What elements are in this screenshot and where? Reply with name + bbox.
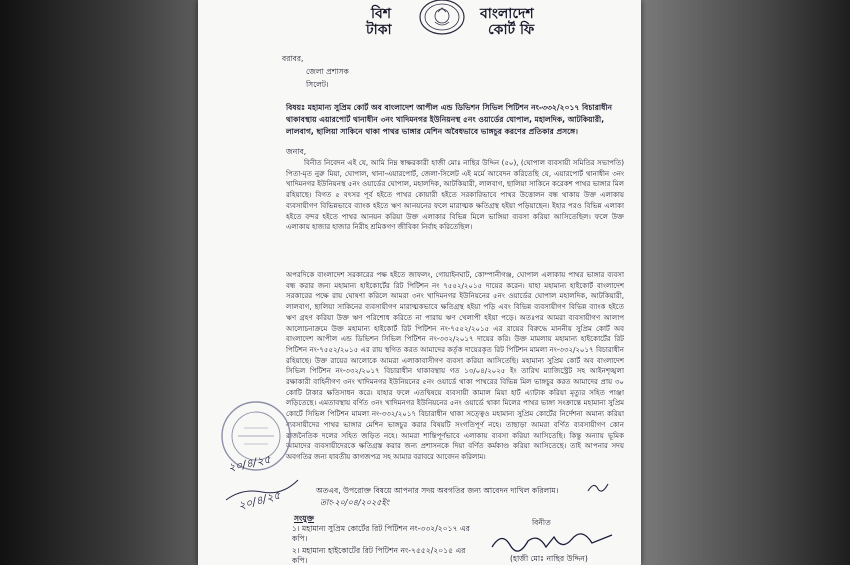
body-paragraph-1: বিনীত নিবেদন এই যে, আমি নিম্ন স্বাক্ষরকারী হাজী মোঃ নাছির উদ্দিন (৫০), (ঘোপাল ব্যবসায়ী সমিতির সভাপতি) পিতা-মৃত নুরু মিয়া, ঘোপাল, থানা-এয়ারপোর্ট, জেলা-সিলেট এই মর্মে আবেদন করিতেছি যে, এয়ারপোর্ট থানাধীন ৩নং খাদিমনগর ইউনিয়নস্থ ৫নং ওয়ার্ডের ঘোপাল, মহালদিক, আটকিয়ারী, লালবাগ, ছালিয়া সাকিনে করেকশ পাথর ভাঙ্গার মিল রহিয়াছে। বিগত ৫ বৎসর পূর্ব হইতে পাথর কোয়ারী হইতে সরকারিভাবে পাথর উত্তোলন বন্ধ থাকায় উক্ত এলাকায় ব্যবসায়ীগণ বিভিন্নভাবে ব্যাংক হইতে ঋণ আনয়নের ফলে মারাত্মক ক্ষতিগ্রস্থ হইয়া পড়িয়াছেন। ইহার পরও বিভিন্ন এলাকা হইতে বন্দর হইতে পাথর আনয়ন করিয়া উক্ত এলাকার বিভিন্ন মিলে ভাঙ্গিয়া ব্যবসা করিয়া আসিতেছিল। ফলে উক্ত এলাকায় হাজার হাজার নিরীহ শ্রমিকগণ জীবিকা নির্বাহ করিতেছিল।	[286, 158, 624, 232]
header-left-line2: টাকা	[366, 22, 392, 38]
handwritten-date-2: ২০/৪/২৫	[236, 488, 282, 513]
address-designation: জেলা প্রশাসক	[306, 67, 349, 76]
closing-line: অতএব, উপরোক্ত বিষয়ে আপনার সদয় অবগতির জন্য আবেদন দাখিল করিলাম।	[316, 486, 559, 495]
signer-name: (হাজী মোঃ নাছির উদ্দিন)	[510, 554, 588, 563]
enclosures-title: সংযুক্ত	[294, 514, 315, 523]
enclosure-item-2: ২। মহামান্য হাইকোর্টের রিট পিটিশন নং-৭৫৫২/২০১৫ এর কপি।	[292, 546, 466, 565]
subject-line: বিষয়ঃ মহামান্য সুপ্রিম কোর্ট অব বাংলাদেশ আপীল এন্ড ডিভিশন সিভিল পিটিশন নং-৩৩২/২০১৭ বিচারাধীন থাকাবস্থায় এয়ারপোর্ট থানাধীন ৩নং খাদিমনগর ইউনিয়নস্থ ৫নং ওয়ার্ডের ঘোপাল, মহালদিক, আটকিয়ারী, লালবাগ, ছালিয়া সাকিনে থাকা পাথর ভাঙ্গার মেশিন অবৈধভাবে ভাঙ্গচুর করণের প্রতিকার প্রসঙ্গে।	[286, 103, 613, 136]
signature-icon	[488, 527, 618, 555]
address-to: বরাবর,	[282, 54, 304, 63]
header-left-line1: বিশ	[371, 6, 392, 22]
date-line: তাং-২০/০৪/২০২৫ইং	[320, 498, 390, 507]
address-place: সিলেট।	[306, 80, 329, 89]
salutation: জনাব,	[286, 147, 307, 156]
sign-off: বিনীত	[532, 518, 551, 527]
header-right-line2: কোর্ট ফি	[488, 22, 535, 38]
handwritten-scribble-icon	[222, 470, 302, 510]
emblem-seal-icon	[416, 0, 468, 36]
enclosure-item-1: ১। মহামান্য সুপ্রিম কোর্টের রিট পিটিশন নং-৩৩২/২০১৭ এর কপি।	[292, 524, 470, 543]
initials-signature-icon	[586, 481, 612, 495]
body-paragraph-2: অপরদিকে বাংলাদেশ সরকারের পক্ষ হইতে জাফলং, গোয়াইনঘাট, কোম্পানীগঞ্জ, ঘোপাল এলাকায় পাথর ভাঙ্গার ব্যবসা বন্ধ করার জন্য মহামান্য হাইকোর্টের রিট পিটিশন নং ৭৫৫২/২০১৫ দায়ের করেন। যাহা মহামান্য হাইকোর্ট বাংলাদেশ সরকারের পক্ষে রায় ঘোষণা করিলে আমরা ৩নং খাদিমনগর ইউনিয়নের ৫নং ওয়ার্ডের ঘোপাল মহালদিক, আটকিয়ারী, লালবাগ, ছালিয়া সাকিনের ব্যবসায়ীগণ মারাত্মকভাবে ক্ষতিগ্রস্থ হইয়া পড়ি এবং বিভিন্ন ব্যবসায়ীগণ বিভিন্ন ব্যাংক হইতে ঋণ গ্রহণ করিয়া উক্ত ঋণ পরিশোধ করিতে না পারায় ঋণ খেলাপী হইয়া পড়ে। অতঃপর আমরা ব্যবসায়ীগণ আলাপ আলোচনাক্রমে উক্ত মহামান্য হাইকোর্ট রিট পিটিশন নং-৭৫৫২/২০১৫ এর রায়ের বিরুদ্ধে মাননীয় সুপ্রিম কোর্ট অব বাংলাদেশ আপীল এন্ড ডিভিশন সিভিল পিটিশন নং-৩৩২/২০১৭ দায়ের করি। উক্ত মামলায় মহামান্য হাইকোর্টের রিট পিটিশন নং-৭৫৫২/২০১৫ এর রায় স্থগিত করত আমাদের কর্তৃক দায়েরকৃত রিট পিটিশন মামলা নং-৩৩২/২০১৭ বিচারাধীন রহিয়াছে। উক্ত রায়ের আলোকে আমরা এলাকাবাসীগণ ব্যবসা করিয়া আসিতেছি। মহামান্য সুপ্রিম কোর্ট অব বাংলাদেশ সিভিল পিটিশন নং-৩৩২/২০১৭ বিচারাধীন থাকাবস্থায় গত ১৩/০৪/২০২৫ ইং তারিখ ম্যাজিস্ট্রেট সহ আইনশৃঙ্খলা রক্ষাকারী বাহিনীগণ ৩নং খাদিমনগর ইউনিয়নের ৫নং ওয়ার্ডে থাকা পাথরের বিভিন্ন মিল ভাঙ্গচুর করত আমাদের প্রায় ৩০ কোটি টাকার ক্ষতিসাধন করে। যাহার ফলে এতদ্বিষয়ে ব্যবসায়ী কামাল মিয়া হার্ট এ্যাটাক করিয়া মৃত্যুর সহিত পাঞ্জা লড়িতেছে। এমতাবস্থায় বর্ণিত ৩নং খাদিমনগর ইউনিয়নের ৫নং ওয়ার্ডে থাকা মিলের পাথর ভাঙ্গা সংক্রান্তে মহামান্য সুপ্রিম কোর্টে সিভিল পিটিশন মামলা নং-৩৩২/২০১৭ বিচারাধীন থাকা সত্ত্বেও মহামান্য সুপ্রিম কোর্টের নির্দেশনা অমান্য করিয়া ব্যবসায়ীদের পাথর ভাঙ্গার মেশিন ভাঙ্গচুর করার বিষয়টি সংগতিপূর্ণ নহে। তাছাড়া আমরা বর্ণিত ব্যবসায়ীগণ কোন রাজনৈতিক দলের সহিত জড়িত নহে। আমরা শান্তিপূর্ণভাবে এলাকায় ব্যবসা করিয়া আসিতেছি। কিন্তু অন্যায় ভূমিক আমাদের ব্যবসায়ীদেরকে ক্ষতিগ্রস্ত করার জন্য প্রশাসনকে দিয়া বর্ণিত কর্মকাণ্ড করিয়া আসিতেছে। তাই আপনার সদয় অবগতির জন্য যাবতীয় কাগজপত্র সহ আমার বরাবরে আবেদন করিলাম।	[286, 270, 624, 461]
document-page	[198, 0, 641, 565]
header-right-line1: বাংলাদেশ	[480, 6, 534, 22]
handwritten-date-1: ২০/৪/২৫	[226, 452, 272, 475]
